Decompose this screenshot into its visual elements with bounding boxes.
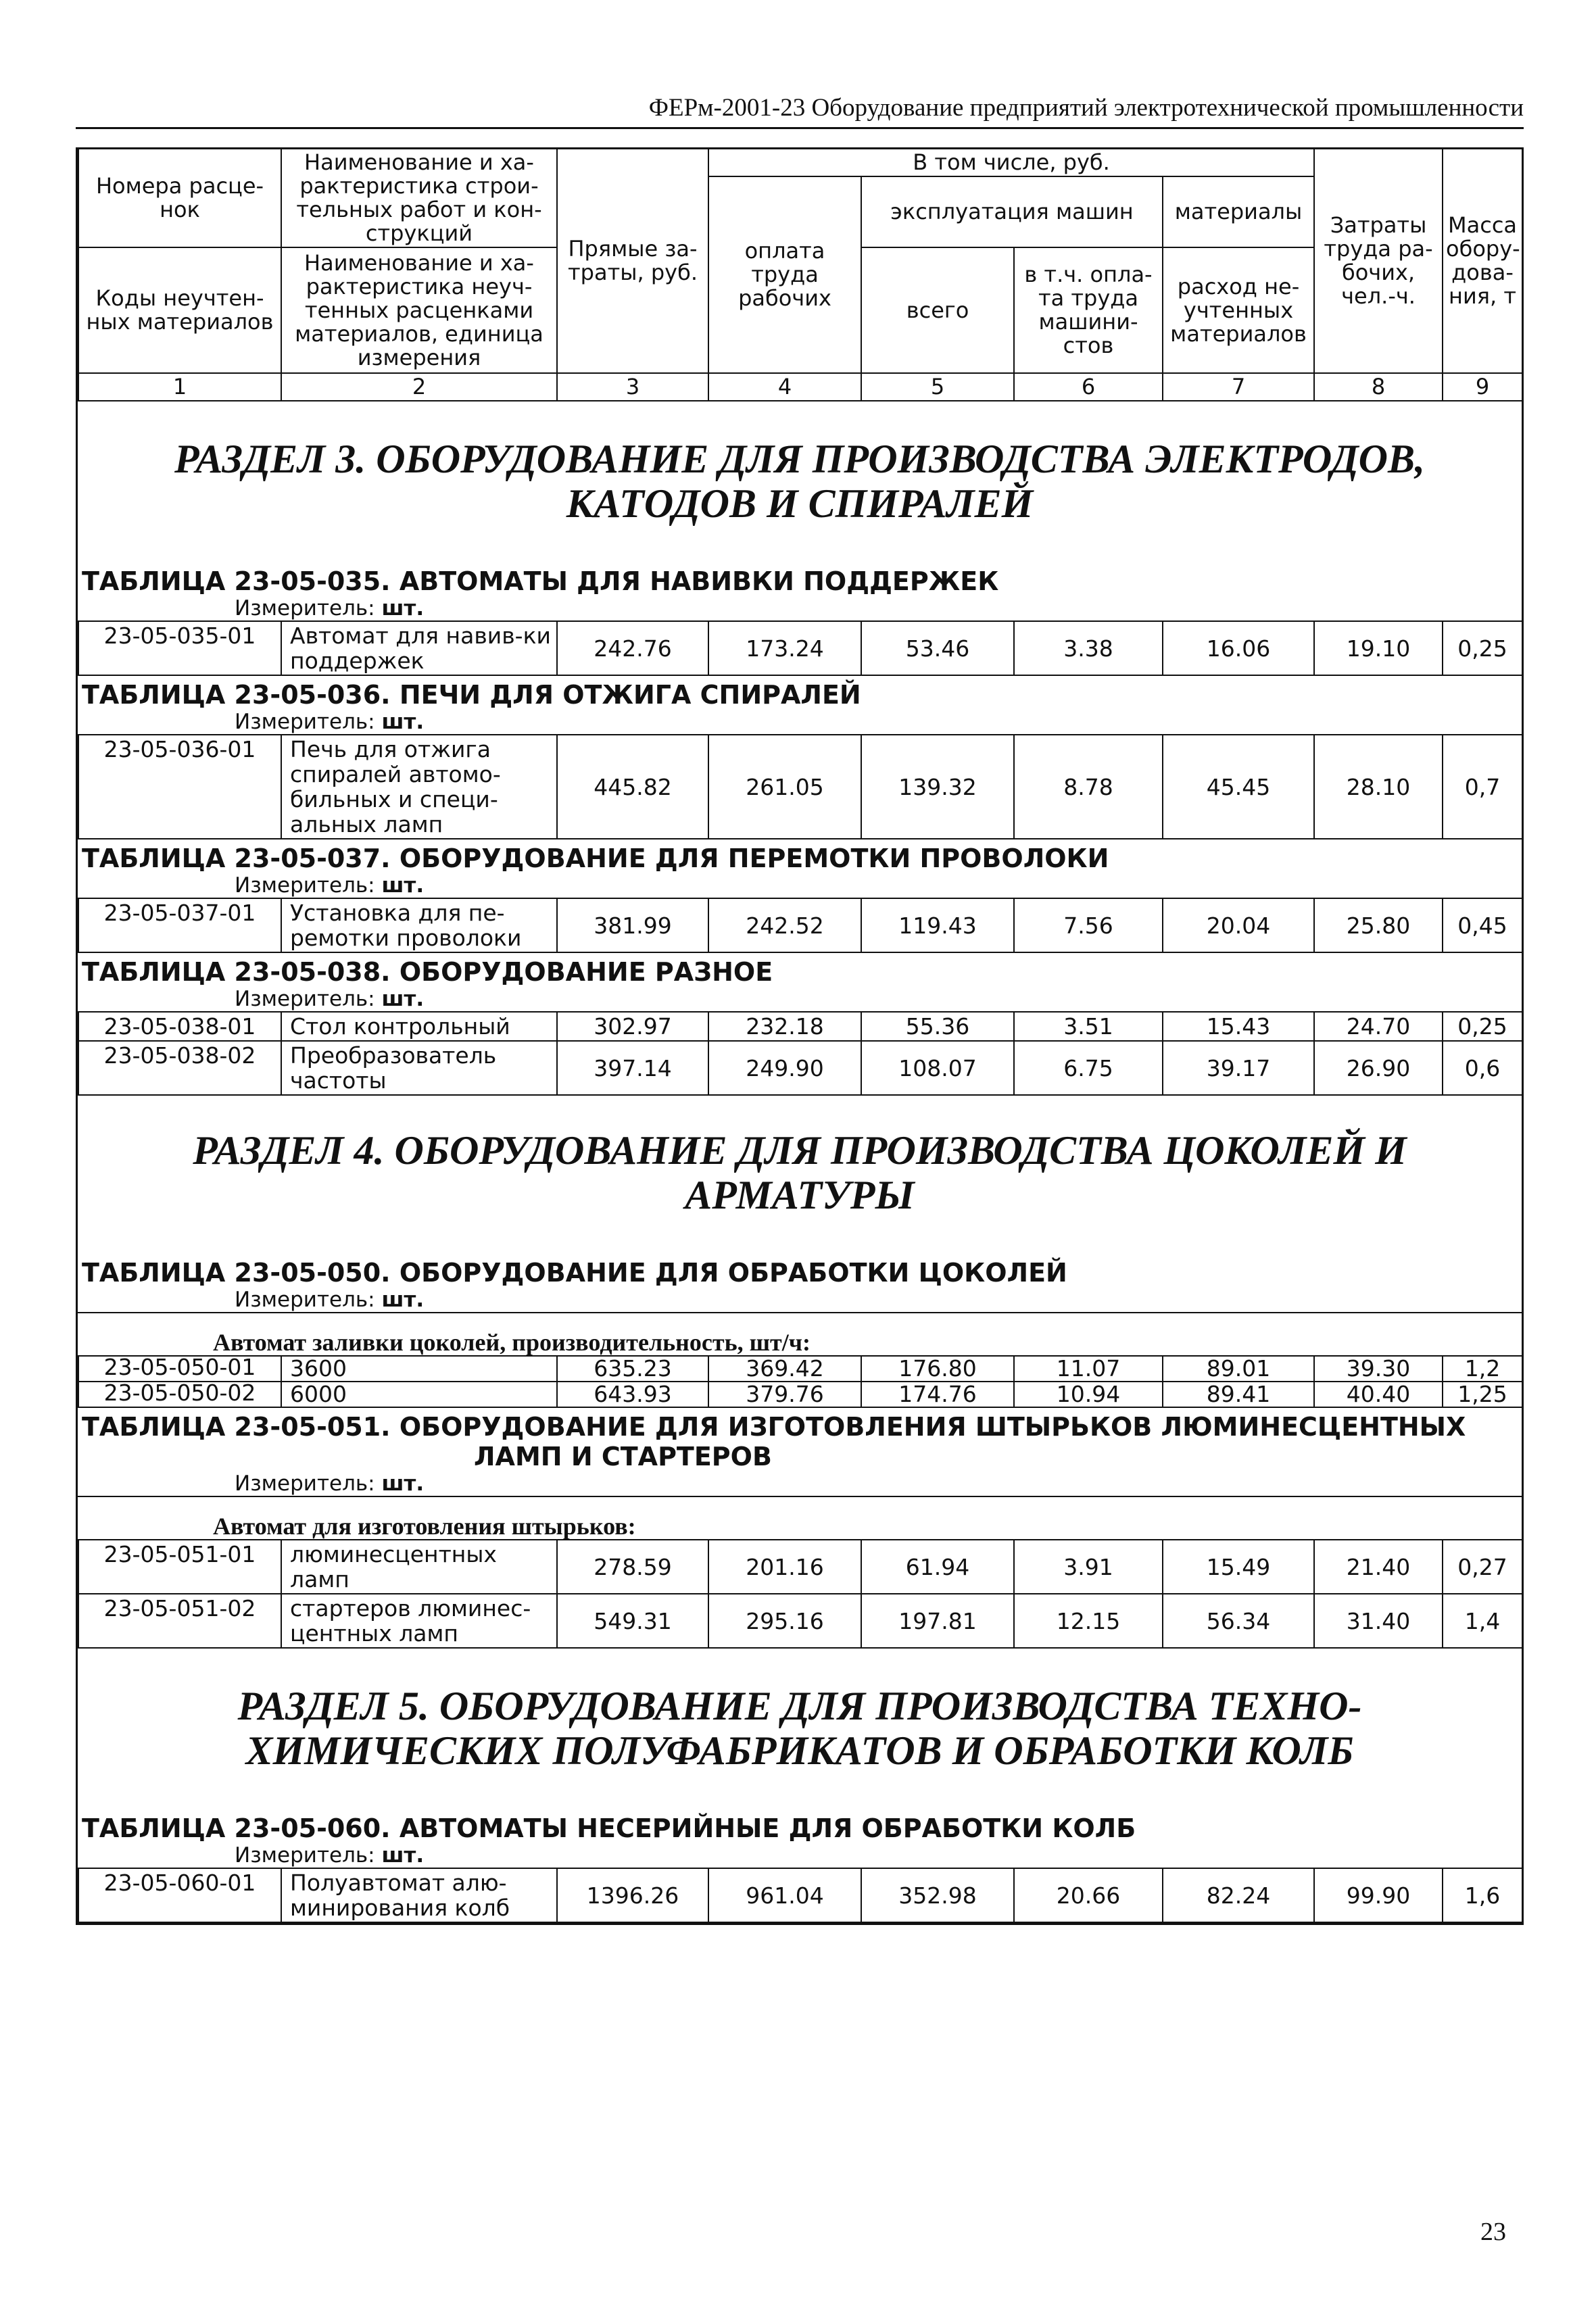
- rate-value: 278.59: [557, 1540, 708, 1594]
- rate-value: 635.23: [557, 1356, 708, 1382]
- header-direct-costs: Прямые за-траты, руб.: [557, 149, 708, 374]
- rate-value: 643.93: [557, 1382, 708, 1407]
- meter-unit: шт.: [381, 1843, 425, 1868]
- table-row: [78, 1041, 1522, 1095]
- subgroup-heading: Автомат для изготовления штырьков:: [78, 1496, 1522, 1539]
- rate-value: 381.99: [557, 898, 708, 952]
- meter-line: [78, 1288, 1522, 1312]
- rate-value: 19.10: [1314, 621, 1443, 675]
- rate-value: 10.94: [1014, 1382, 1163, 1407]
- rate-value: 26.90: [1314, 1041, 1443, 1095]
- meter-unit: шт.: [381, 1471, 425, 1496]
- rate-value: 28.10: [1314, 735, 1443, 839]
- rate-value: 397.14: [557, 1041, 708, 1095]
- column-number: 1: [78, 373, 281, 401]
- page-number: 23: [1480, 2218, 1506, 2246]
- rate-name: 6000: [281, 1382, 557, 1407]
- rate-value: 1,6: [1443, 1868, 1522, 1922]
- rate-value: 39.17: [1163, 1041, 1314, 1095]
- rates-table: [78, 620, 1523, 676]
- rate-code: 23-05-060-01: [78, 1868, 281, 1922]
- rate-value: 3.51: [1014, 1012, 1163, 1041]
- rate-value: 295.16: [708, 1594, 861, 1648]
- column-number: 6: [1014, 373, 1163, 401]
- rate-value: 0,7: [1443, 735, 1522, 839]
- header-labor-pay: оплата труда рабочих: [708, 176, 861, 373]
- rate-value: 6.75: [1014, 1041, 1163, 1095]
- rates-table: [78, 1868, 1523, 1923]
- rate-value: 40.40: [1314, 1382, 1443, 1407]
- table-title: ТАБЛИЦА 23-05-037. ОБОРУДОВАНИЕ ДЛЯ ПЕРЕМОТКИ ПРОВОЛОКИ: [82, 844, 1109, 873]
- rates-table: [78, 1539, 1523, 1649]
- table-row: [78, 621, 1522, 675]
- rate-name: Полуавтомат алю-минирования колб: [281, 1868, 557, 1922]
- rate-value: 261.05: [708, 735, 861, 839]
- rate-value: 242.76: [557, 621, 708, 675]
- rate-name: 3600: [281, 1356, 557, 1382]
- rate-code: 23-05-038-01: [78, 1012, 281, 1041]
- meter-line: [78, 596, 1522, 620]
- table-title-continuation: ЛАМП И СТАРТЕРОВ: [474, 1442, 772, 1471]
- meter-line: [78, 710, 1522, 734]
- rate-value: 249.90: [708, 1041, 861, 1095]
- rate-value: 139.32: [861, 735, 1014, 839]
- meter-line: [78, 987, 1522, 1011]
- rate-name: стартеров люминес-центных ламп: [281, 1594, 557, 1648]
- rate-value: 56.34: [1163, 1594, 1314, 1648]
- meter-label: Измеритель:: [235, 710, 375, 734]
- header-materials: материалы: [1163, 176, 1314, 247]
- rate-value: 176.80: [861, 1356, 1014, 1382]
- table-row: [78, 1356, 1522, 1382]
- rate-value: 45.45: [1163, 735, 1314, 839]
- document-body: [76, 147, 1524, 1925]
- meter-unit: шт.: [381, 987, 425, 1011]
- header-name-top: Наименование и ха-рактеристика строи-тельных работ и кон-струкций: [281, 149, 557, 248]
- rate-value: 1,4: [1443, 1594, 1522, 1648]
- rate-value: 173.24: [708, 621, 861, 675]
- rate-value: 12.15: [1014, 1594, 1163, 1648]
- rates-table: [78, 734, 1523, 839]
- rate-value: 3.91: [1014, 1540, 1163, 1594]
- rate-name: Установка для пе-ремотки проволоки: [281, 898, 557, 952]
- rate-value: 11.07: [1014, 1356, 1163, 1382]
- column-header-table: [78, 147, 1523, 401]
- rates-table: [78, 898, 1523, 953]
- rate-name: люминесцентных ламп: [281, 1540, 557, 1594]
- rate-name: Преобразователь частоты: [281, 1041, 557, 1095]
- rate-value: 119.43: [861, 898, 1014, 952]
- rate-code: 23-05-051-02: [78, 1594, 281, 1648]
- rate-value: 20.66: [1014, 1868, 1163, 1922]
- table-row: [78, 898, 1522, 952]
- header-mass: Масса обору-дова-ния, т: [1443, 149, 1522, 374]
- table-title: ТАБЛИЦА 23-05-035. АВТОМАТЫ ДЛЯ НАВИВКИ ПОДДЕРЖЕК: [82, 566, 999, 596]
- meter-line: [78, 873, 1522, 898]
- rate-value: 89.01: [1163, 1356, 1314, 1382]
- rate-value: 1,2: [1443, 1356, 1522, 1382]
- rate-code: 23-05-035-01: [78, 621, 281, 675]
- rate-value: 55.36: [861, 1012, 1014, 1041]
- table-title: [78, 1408, 1522, 1471]
- meter-line: [78, 1843, 1522, 1868]
- rate-value: 20.04: [1163, 898, 1314, 952]
- rate-value: 31.40: [1314, 1594, 1443, 1648]
- rate-value: 445.82: [557, 735, 708, 839]
- header-machines-labor: в т.ч. опла-та труда машини-стов: [1014, 247, 1163, 373]
- rate-code: 23-05-050-02: [78, 1382, 281, 1407]
- rate-value: 1,25: [1443, 1382, 1522, 1407]
- rate-value: 242.52: [708, 898, 861, 952]
- rate-value: 39.30: [1314, 1356, 1443, 1382]
- section-title: РАЗДЕЛ 3. ОБОРУДОВАНИЕ ДЛЯ ПРОИЗВОДСТВА ЭЛЕКТРОДОВ, КАТОДОВ И СПИРАЛЕЙ: [174, 437, 1426, 526]
- header-machines-total: всего: [861, 247, 1014, 373]
- rate-value: 89.41: [1163, 1382, 1314, 1407]
- table-row: [78, 735, 1522, 839]
- rate-value: 15.49: [1163, 1540, 1314, 1594]
- rate-value: 197.81: [861, 1594, 1014, 1648]
- rate-code: 23-05-051-01: [78, 1540, 281, 1594]
- table-row: [78, 1540, 1522, 1594]
- rate-value: 201.16: [708, 1540, 861, 1594]
- meter-label: Измеритель:: [235, 1288, 375, 1312]
- column-number: 5: [861, 373, 1014, 401]
- rate-name: Автомат для навив-ки поддержек: [281, 621, 557, 675]
- section-title: РАЗДЕЛ 4. ОБОРУДОВАНИЕ ДЛЯ ПРОИЗВОДСТВА ЦОКОЛЕЙ И АРМАТУРЫ: [193, 1128, 1407, 1217]
- column-number: 4: [708, 373, 861, 401]
- rate-value: 549.31: [557, 1594, 708, 1648]
- rate-value: 15.43: [1163, 1012, 1314, 1041]
- rate-value: 0,25: [1443, 621, 1522, 675]
- rate-code: 23-05-036-01: [78, 735, 281, 839]
- rate-value: 232.18: [708, 1012, 861, 1041]
- table-row: [78, 1594, 1522, 1648]
- rate-value: 369.42: [708, 1356, 861, 1382]
- header-machines: эксплуатация машин: [861, 176, 1163, 247]
- section-title: РАЗДЕЛ 5. ОБОРУДОВАНИЕ ДЛЯ ПРОИЗВОДСТВА ТЕХНО-ХИМИЧЕСКИХ ПОЛУФАБРИКАТОВ И ОБРАБОТКИ КОЛБ: [237, 1684, 1362, 1773]
- table-title: ТАБЛИЦА 23-05-050. ОБОРУДОВАНИЕ ДЛЯ ОБРАБОТКИ ЦОКОЛЕЙ: [82, 1258, 1067, 1288]
- header-labor-cost: Затраты труда ра-бочих, чел.-ч.: [1314, 149, 1443, 374]
- rate-value: 1396.26: [557, 1868, 708, 1922]
- table-row: [78, 1382, 1522, 1407]
- running-header: ФЕРм-2001-23 Оборудование предприятий электротехнической промышленности: [76, 93, 1524, 129]
- meter-line: [78, 1471, 1522, 1496]
- table-row: [78, 1012, 1522, 1041]
- rate-value: 7.56: [1014, 898, 1163, 952]
- header-including: В том числе, руб.: [708, 149, 1314, 177]
- meter-label: Измеритель:: [235, 1471, 375, 1496]
- meter-unit: шт.: [381, 710, 425, 734]
- rate-value: 53.46: [861, 621, 1014, 675]
- rate-value: 0,6: [1443, 1041, 1522, 1095]
- table-title: ТАБЛИЦА 23-05-038. ОБОРУДОВАНИЕ РАЗНОЕ: [82, 957, 773, 987]
- rates-table: [78, 1011, 1523, 1096]
- rate-value: 379.76: [708, 1382, 861, 1407]
- column-number: 3: [557, 373, 708, 401]
- meter-label: Измеритель:: [235, 873, 375, 898]
- rate-value: 21.40: [1314, 1540, 1443, 1594]
- rate-value: 108.07: [861, 1041, 1014, 1095]
- header-name-bottom: Наименование и ха-рактеристика неуч-тенных расценками материалов, единица измерения: [281, 247, 557, 373]
- meter-unit: шт.: [381, 596, 425, 620]
- header-code-top: Номера расце-нок: [78, 149, 281, 248]
- table-row: [78, 1868, 1522, 1922]
- rate-value: 961.04: [708, 1868, 861, 1922]
- rate-code: 23-05-038-02: [78, 1041, 281, 1095]
- rates-table: [78, 1355, 1523, 1408]
- table-title: ТАБЛИЦА 23-05-036. ПЕЧИ ДЛЯ ОТЖИГА СПИРАЛЕЙ: [82, 680, 861, 710]
- meter-label: Измеритель:: [235, 987, 375, 1011]
- table-title-main: ТАБЛИЦА 23-05-051. ОБОРУДОВАНИЕ ДЛЯ ИЗГОТОВЛЕНИЯ ШТЫРЬКОВ ЛЮМИНЕСЦЕНТНЫХ: [82, 1412, 1466, 1442]
- meter-unit: шт.: [381, 873, 425, 898]
- rate-value: 99.90: [1314, 1868, 1443, 1922]
- header-materials-uncounted: расход не-учтенных материалов: [1163, 247, 1314, 373]
- rate-value: 61.94: [861, 1540, 1014, 1594]
- rate-code: 23-05-050-01: [78, 1356, 281, 1382]
- rate-value: 8.78: [1014, 735, 1163, 839]
- header-code-bottom: Коды неучтен-ных материалов: [78, 247, 281, 373]
- rate-value: 302.97: [557, 1012, 708, 1041]
- rate-value: 24.70: [1314, 1012, 1443, 1041]
- meter-label: Измеритель:: [235, 1843, 375, 1868]
- rate-value: 0,25: [1443, 1012, 1522, 1041]
- subgroup-heading: Автомат заливки цоколей, производительность, шт/ч:: [78, 1312, 1522, 1355]
- rate-value: 25.80: [1314, 898, 1443, 952]
- rate-value: 352.98: [861, 1868, 1014, 1922]
- column-number: 7: [1163, 373, 1314, 401]
- meter-unit: шт.: [381, 1288, 425, 1312]
- rate-value: 16.06: [1163, 621, 1314, 675]
- column-number: 2: [281, 373, 557, 401]
- rate-name: Печь для отжига спиралей автомо-бильных и специ-альных ламп: [281, 735, 557, 839]
- rate-value: 0,45: [1443, 898, 1522, 952]
- column-number: 8: [1314, 373, 1443, 401]
- rate-value: 0,27: [1443, 1540, 1522, 1594]
- rate-code: 23-05-037-01: [78, 898, 281, 952]
- table-title: ТАБЛИЦА 23-05-060. АВТОМАТЫ НЕСЕРИЙНЫЕ ДЛЯ ОБРАБОТКИ КОЛБ: [82, 1813, 1136, 1843]
- rate-value: 174.76: [861, 1382, 1014, 1407]
- rate-name: Стол контрольный: [281, 1012, 557, 1041]
- rate-value: 3.38: [1014, 621, 1163, 675]
- column-number: 9: [1443, 373, 1522, 401]
- rate-value: 82.24: [1163, 1868, 1314, 1922]
- meter-label: Измеритель:: [235, 596, 375, 620]
